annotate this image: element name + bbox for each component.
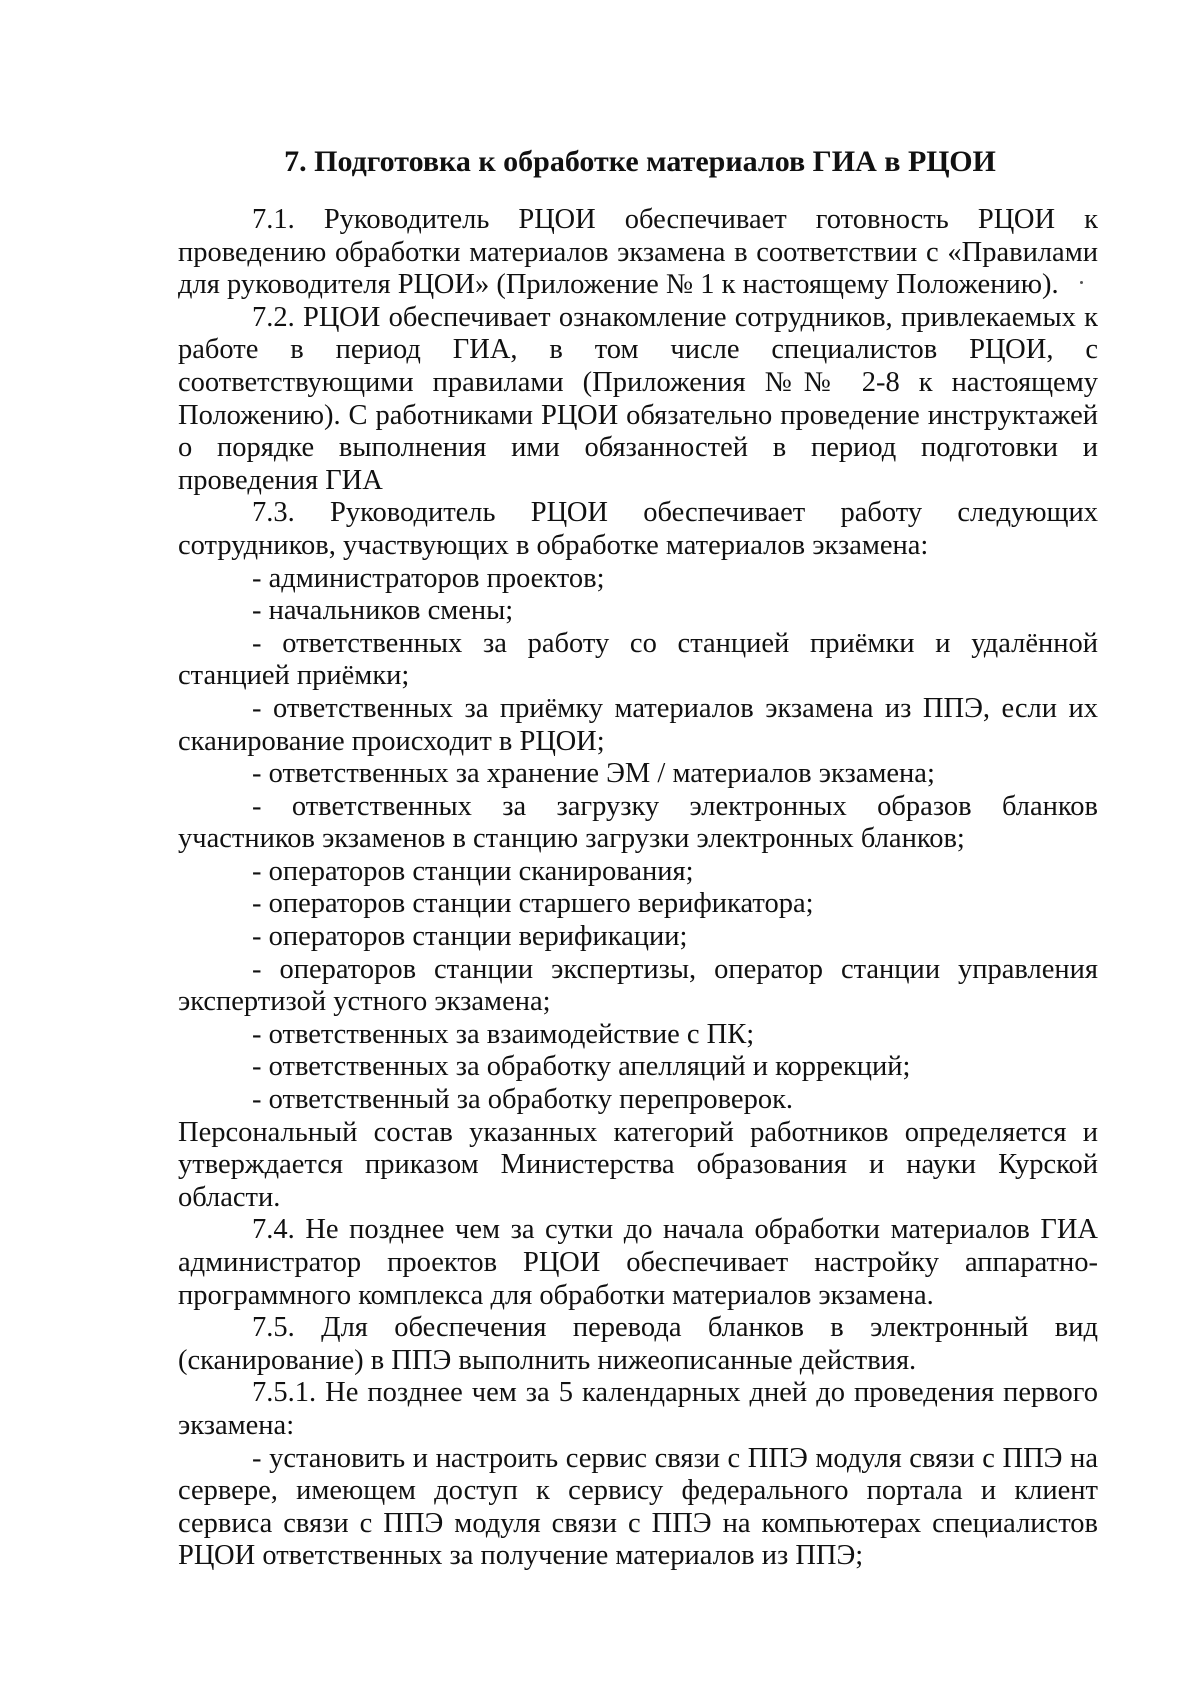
document-body: [178, 204, 1098, 1573]
list-item: - операторов станции верификации;: [252, 921, 688, 953]
paragraph-7-1: 7.1. Руководитель РЦОИ обеспечивает готовность РЦОИ к проведению обработки материалов экзамена в соответствии с «Правилами для руководителя РЦОИ» (Приложение № 1 к настоящему Положению).: [178, 204, 1098, 301]
list-item: - ответственных за работу со станцией приёмки и удалённой станцией приёмки;: [178, 627, 1098, 692]
list-item: - операторов станции экспертизы, оператор станции управления экспертизой устного экзамена;: [178, 953, 1098, 1018]
staff-composition-paragraph: Персональный состав указанных категорий работников определяется и утверждается приказом Министерства образования и науки Курской области.: [178, 1116, 1098, 1213]
paragraph-7-2: 7.2. РЦОИ обеспечивает ознакомление сотрудников, привлекаемых к работе в период ГИА, в том числе специалистов РЦОИ, с соответствующими правилами (Приложения №№ 2-8 к настоящему Положению). С работниками РЦОИ обязательно проведение инструктажей о порядке выполнения ими обязанностей в период подготовки и проведения ГИА: [178, 301, 1098, 496]
list-item: - ответственных за хранение ЭМ / материалов экзамена;: [252, 758, 935, 790]
list-item: - ответственных за взаимодействие с ПК;: [252, 1018, 755, 1050]
paragraph-7-4: 7.4. Не позднее чем за сутки до начала обработки материалов ГИА администратор проектов РЦОИ обеспечивает настройку аппаратно-программного комплекса для обработки материалов экзамена.: [178, 1214, 1098, 1311]
paragraph-7-5-1: 7.5.1. Не позднее чем за 5 календарных дней до проведения первого экзамена:: [178, 1377, 1098, 1441]
list-item: - ответственный за обработку перепроверок.: [252, 1084, 794, 1116]
list-item: - операторов станции старшего верификатора;: [252, 888, 814, 920]
paragraph-7-3: 7.3. Руководитель РЦОИ обеспечивает работу следующих сотрудников, участвующих в обработке материалов экзамена:: [178, 497, 1098, 561]
list-item: - установить и настроить сервис связи с ППЭ модуля связи с ППЭ на сервере, имеющем доступ к сервису федерального портала и клиент сервиса связи с ППЭ модуля связи с ППЭ на компьютерах специалистов РЦОИ ответственных за получение материалов из ППЭ;: [178, 1442, 1098, 1572]
list-item: - ответственных за загрузку электронных образов бланков участников экзаменов в станцию загрузки электронных бланков;: [178, 790, 1098, 855]
section-heading: 7. Подготовка к обработке материалов ГИА в РЦОИ: [284, 145, 996, 178]
list-item: - операторов станции сканирования;: [252, 855, 694, 887]
list-item: - начальников смены;: [252, 595, 514, 627]
paragraph-7-5: 7.5. Для обеспечения перевода бланков в электронный вид (сканирование) в ППЭ выполнить нижеописанные действия.: [178, 1312, 1098, 1376]
list-item: - администраторов проектов;: [252, 562, 605, 594]
list-item: - ответственных за приёмку материалов экзамена из ППЭ, если их сканирование происходит в РЦОИ;: [178, 692, 1098, 757]
scan-speck: [1080, 281, 1083, 284]
list-item: - ответственных за обработку апелляций и коррекций;: [252, 1051, 911, 1083]
